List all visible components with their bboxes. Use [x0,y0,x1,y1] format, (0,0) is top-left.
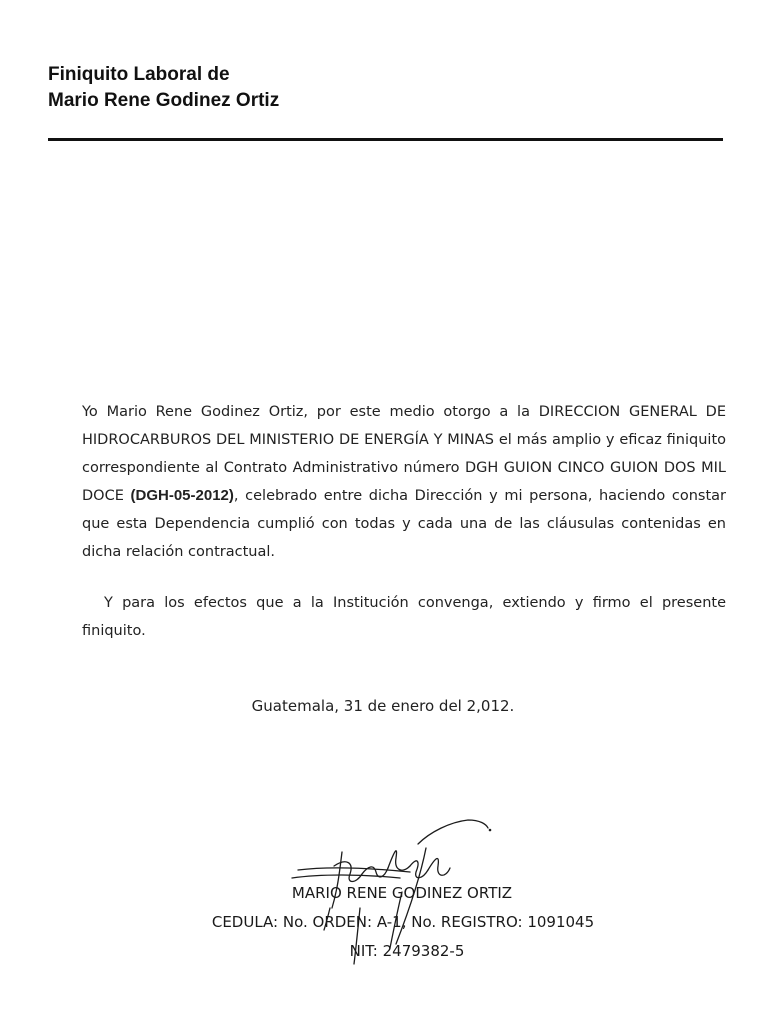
title-line-2: Mario Rene Godinez Ortiz [48,90,280,111]
main-paragraph-text-start: Yo Mario Rene Godinez Ortiz, por este medio otorgo a la DIRECCION GENERAL DE HIDROCARBUROS DEL MINISTERIO DE ENERGÍA Y MINAS el más amplio y eficaz finiquito correspondiente al Contrato Administrativo número DGH GUION CINCO GUION DOS MIL DOCE [82,404,726,504]
title-line-1: Finiquito Laboral de [48,64,230,85]
document-title [48,62,279,114]
signer-nit: NIT: 2479382-5 [349,942,465,960]
closing-paragraph: Y para los efectos que a la Institución convenga, extiendo y firmo el presente finiquito. [82,595,726,639]
main-paragraph-text-end: , celebrado entre dicha Dirección y mi persona, haciendo constar que esta Dependencia cumplió con todas y cada una de las cláusulas contenidas en dicha relación contractual. [82,488,726,560]
header-divider [48,138,723,141]
main-paragraph [82,398,726,566]
date-line [0,697,768,715]
contract-reference: (DGH-05-2012) [130,487,234,504]
signer-name: MARIO RENE GODINEZ ORTIZ [291,884,513,902]
date-text: Guatemala, 31 de enero del 2,012. [251,697,515,715]
signer-cedula: CEDULA: No. ORDEN: A-1, No. REGISTRO: 1091045 [211,913,595,931]
